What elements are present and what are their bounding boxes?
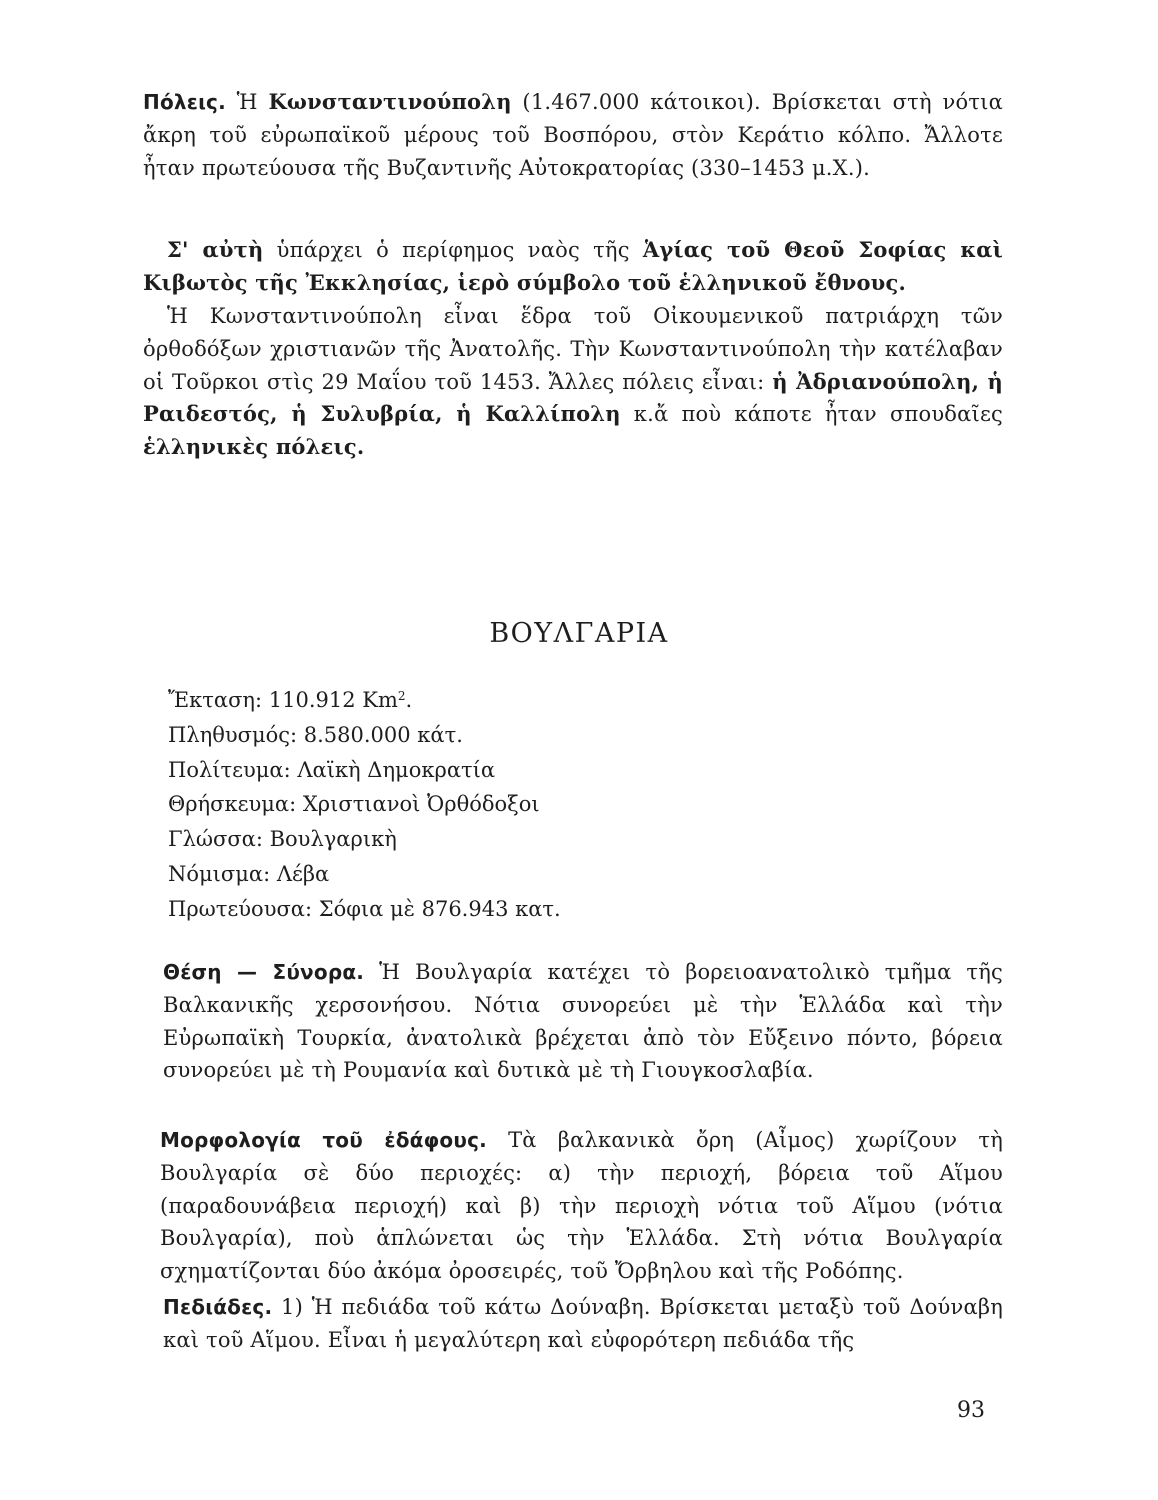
greek-cities-bold: ἑλληνικὲς πόλεις. [143, 434, 365, 460]
fact-area [168, 683, 561, 718]
cities-text-pre: Ἡ [225, 90, 269, 114]
morphology-text: Τὰ βαλκανικὰ ὄρη (Αἶμος) χωρίζουν τὴ Βουλγαρία σὲ δύο περιοχές: α) τὴν περιοχή, βόρεια τοῦ Αἵμου (παραδουνάβεια περιοχή) καὶ β) τὴν περιοχὴ νότια τοῦ Αἵμου (νότια Βουλγαρία), ποὺ ἁπλώνεται ὡς τὴν Ἑλλάδα. Στὴ νότια Βουλγαρία σχηματίζονται δύο ἀκόμα ὀροσειρές, τοῦ Ὄρβηλου καὶ τῆς Ροδόπης. [160, 1128, 1003, 1284]
hagia-sophia-paragraph [143, 234, 1003, 300]
country-facts [168, 683, 561, 927]
country-title: ΒΟΥΛΓΑΡΙΑ [489, 618, 669, 649]
cities-constantinople: Κωνσταντινούπολη [268, 89, 512, 114]
plains-heading: Πεδιάδες. [163, 1295, 273, 1319]
hagia-bold-start: Σ' αὐτὴ [167, 237, 264, 262]
fact-currency: Νόμισμα: Λέβα [168, 861, 330, 886]
page-number: 93 [957, 1398, 985, 1423]
fact-language: Γλώσσα: Βουλγαρικὴ [168, 827, 397, 852]
position-text: Ἡ Βουλγαρία κατέχει τὸ βορειοανατολικὸ τμῆμα τῆς Βαλκανικῆς χερσονήσου. Νότια συνορεύει μὲ τὴν Ἑλλάδα καὶ τὴν Εὐρωπαϊκὴ Τουρκία, ἀνατολικὰ βρέχεται ἀπὸ τὸν Εὔξεινο πόντο, βόρεια συνορεύει μὲ τὴ Ρουμανία καὶ δυτικὰ μὲ τὴ Γιουγκοσλαβία. [163, 960, 1003, 1083]
fact-area-text: Ἔκταση: 110.912 Km [168, 688, 398, 712]
fact-religion: Θρήσκευμα: Χριστιανοὶ Ὀρθόδοξοι [168, 792, 540, 817]
cities-heading: Πόλεις. [143, 90, 226, 114]
morphology-paragraph [160, 1124, 1003, 1288]
fact-population: Πληθυσμός: 8.580.000 κάτ. [168, 722, 463, 747]
plains-text: 1) Ἡ πεδιάδα τοῦ κάτω Δούναβη. Βρίσκεται μεταξὺ τοῦ Δούναβη καὶ τοῦ Αἵμου. Εἶναι ἡ μεγαλύτερη καὶ εὐφορότερη πεδιάδα τῆς [163, 1295, 1003, 1352]
cities-paragraph [143, 86, 1003, 184]
other-cities-bold: ἡ Ἀδριανούπολη, ἡ Ραιδεστός, ἡ Συλυβρία, ἡ Καλλίπολη [143, 368, 1003, 427]
patriarch-text: Ἡ Κωνσταντινούπολη εἶναι ἕδρα τοῦ Οἰκουμενικοῦ πατριάρχη τῶν ὀρθοδόξων χριστιανῶν τῆς Ἀνατολῆς. Τὴν Κωνσταντινούπολη τὴν κατέλαβαν οἱ Τοῦρκοι στὶς 29 Μαΐου τοῦ 1453. Ἄλλες πόλεις εἶναι: [143, 304, 1003, 394]
fact-government: Πολίτευμα: Λαϊκὴ Δημοκρατία [168, 757, 496, 782]
morphology-heading: Μορφολογία τοῦ ἐδάφους. [160, 1128, 487, 1152]
plains-paragraph [163, 1291, 1003, 1357]
other-cities-text: κ.ἄ ποὺ κάποτε ἦταν σπουδαῖες [620, 402, 1003, 427]
fact-capital: Πρωτεύουσα: Σόφια μὲ 876.943 κατ. [168, 896, 561, 921]
cities-text-rest: (1.467.000 κάτοικοι). Βρίσκεται στὴ νότια ἄκρη τοῦ εὐρωπαϊκοῦ μέρους τοῦ Βοσπόρου, στὸν Κεράτιο κόλπο. Ἄλλοτε ἦταν πρωτεύουσα τῆς Βυζαντινῆς Αὐτοκρατορίας (330–1453 μ.Χ.). [143, 90, 1003, 180]
position-paragraph [163, 956, 1003, 1087]
fact-area-sup: 2 [397, 689, 406, 703]
hagia-text: ὑπάρχει ὁ περίφημος ναὸς τῆς [263, 238, 643, 262]
patriarch-paragraph [143, 300, 1003, 464]
position-heading: Θέση — Σύνορα. [163, 960, 365, 984]
fact-area-end: . [405, 688, 413, 712]
hagia-bold-name: Ἁγίας τοῦ Θεοῦ Σοφίας καὶ Κιβωτὸς τῆς Ἐκκλησίας, ἱερὸ σύμβολο τοῦ ἑλληνικοῦ ἔθνους. [143, 237, 1003, 295]
